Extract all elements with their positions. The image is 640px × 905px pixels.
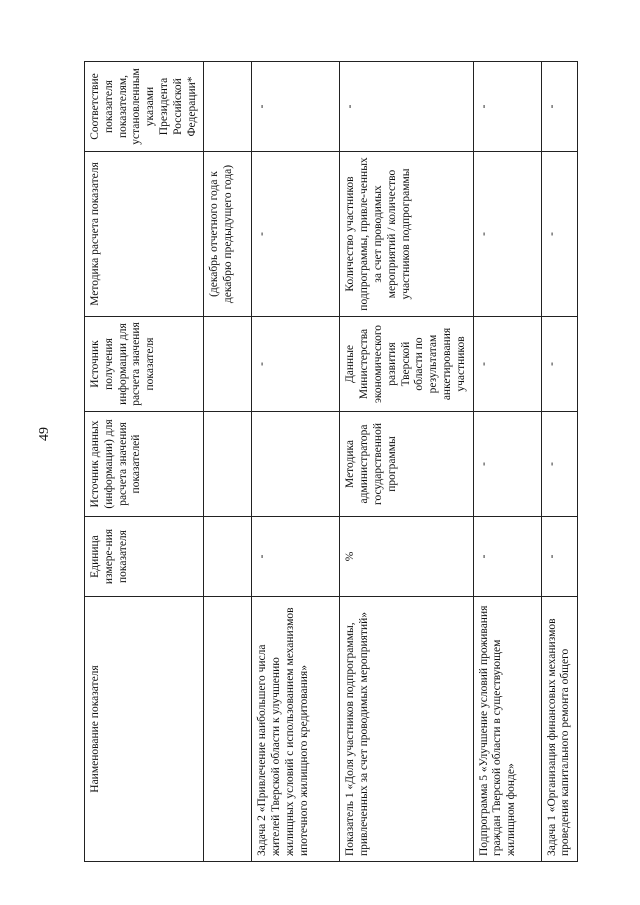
table-row <box>340 62 473 862</box>
cell-name: Подпрограмма 5 «Улучшение условий проживания граждан Тверской области в существующем жилищном фонде» <box>473 597 541 862</box>
cell-source-info: - <box>252 317 340 412</box>
page-number: 49 <box>37 427 52 441</box>
table-header-row <box>85 62 204 862</box>
cell-method: (декабрь отчетного года к декабрю предыдущего года) <box>204 152 252 317</box>
cell-decree: - <box>541 62 578 152</box>
header-source-info: Источник получения информации для расчета значения показателя <box>85 317 204 412</box>
cell-source-info <box>204 317 252 412</box>
cell-unit: % <box>340 517 473 597</box>
header-unit: Единица измере-ния показателя <box>85 517 204 597</box>
table-row <box>541 62 578 862</box>
table-row <box>473 62 541 862</box>
cell-decree: - <box>340 62 473 152</box>
header-name: Наименование показателя <box>85 597 204 862</box>
cell-name: Задача 2 «Привлечение наибольшего числа жителей Тверской области к улучшению жилищных условий с использованием механизмов ипотечного жилищного кредитования» <box>252 597 340 862</box>
table-row <box>252 62 340 862</box>
cell-source-data: - <box>541 412 578 517</box>
cell-unit <box>204 517 252 597</box>
header-source-data: Источник данных (информации) для расчета значения показателей <box>85 412 204 517</box>
rotated-table-container <box>84 62 572 862</box>
table-row <box>204 62 252 862</box>
cell-name <box>204 597 252 862</box>
cell-source-info: Данные Министерства экономического развития Тверской области по результатам анкетирования участников <box>340 317 473 412</box>
cell-decree <box>204 62 252 152</box>
cell-method: - <box>252 152 340 317</box>
cell-method: - <box>541 152 578 317</box>
cell-decree: - <box>473 62 541 152</box>
cell-name: Задача 1 «Организация финансовых механизмов проведения капитального ремонта общего <box>541 597 578 862</box>
cell-decree: - <box>252 62 340 152</box>
indicators-table <box>84 61 578 862</box>
cell-source-info: - <box>473 317 541 412</box>
cell-unit: - <box>541 517 578 597</box>
cell-method: - <box>473 152 541 317</box>
cell-unit: - <box>473 517 541 597</box>
cell-source-info: - <box>541 317 578 412</box>
cell-source-data <box>252 412 340 517</box>
cell-name: Показатель 1 «Доля участников подпрограммы, привлеченных за счет проводимых мероприятий» <box>340 597 473 862</box>
cell-method: Количество участников подпрограммы, привле-ченных за счет проводимых мероприятий / количество участников подпрограммы <box>340 152 473 317</box>
header-decree: Соответствие показателя показателям, установленным указами Президента Российской Федерации* <box>85 62 204 152</box>
cell-source-data <box>204 412 252 517</box>
cell-source-data: - <box>473 412 541 517</box>
cell-unit: - <box>252 517 340 597</box>
header-method: Методика расчета показателя <box>85 152 204 317</box>
cell-source-data: Методика администратора государственной программы <box>340 412 473 517</box>
